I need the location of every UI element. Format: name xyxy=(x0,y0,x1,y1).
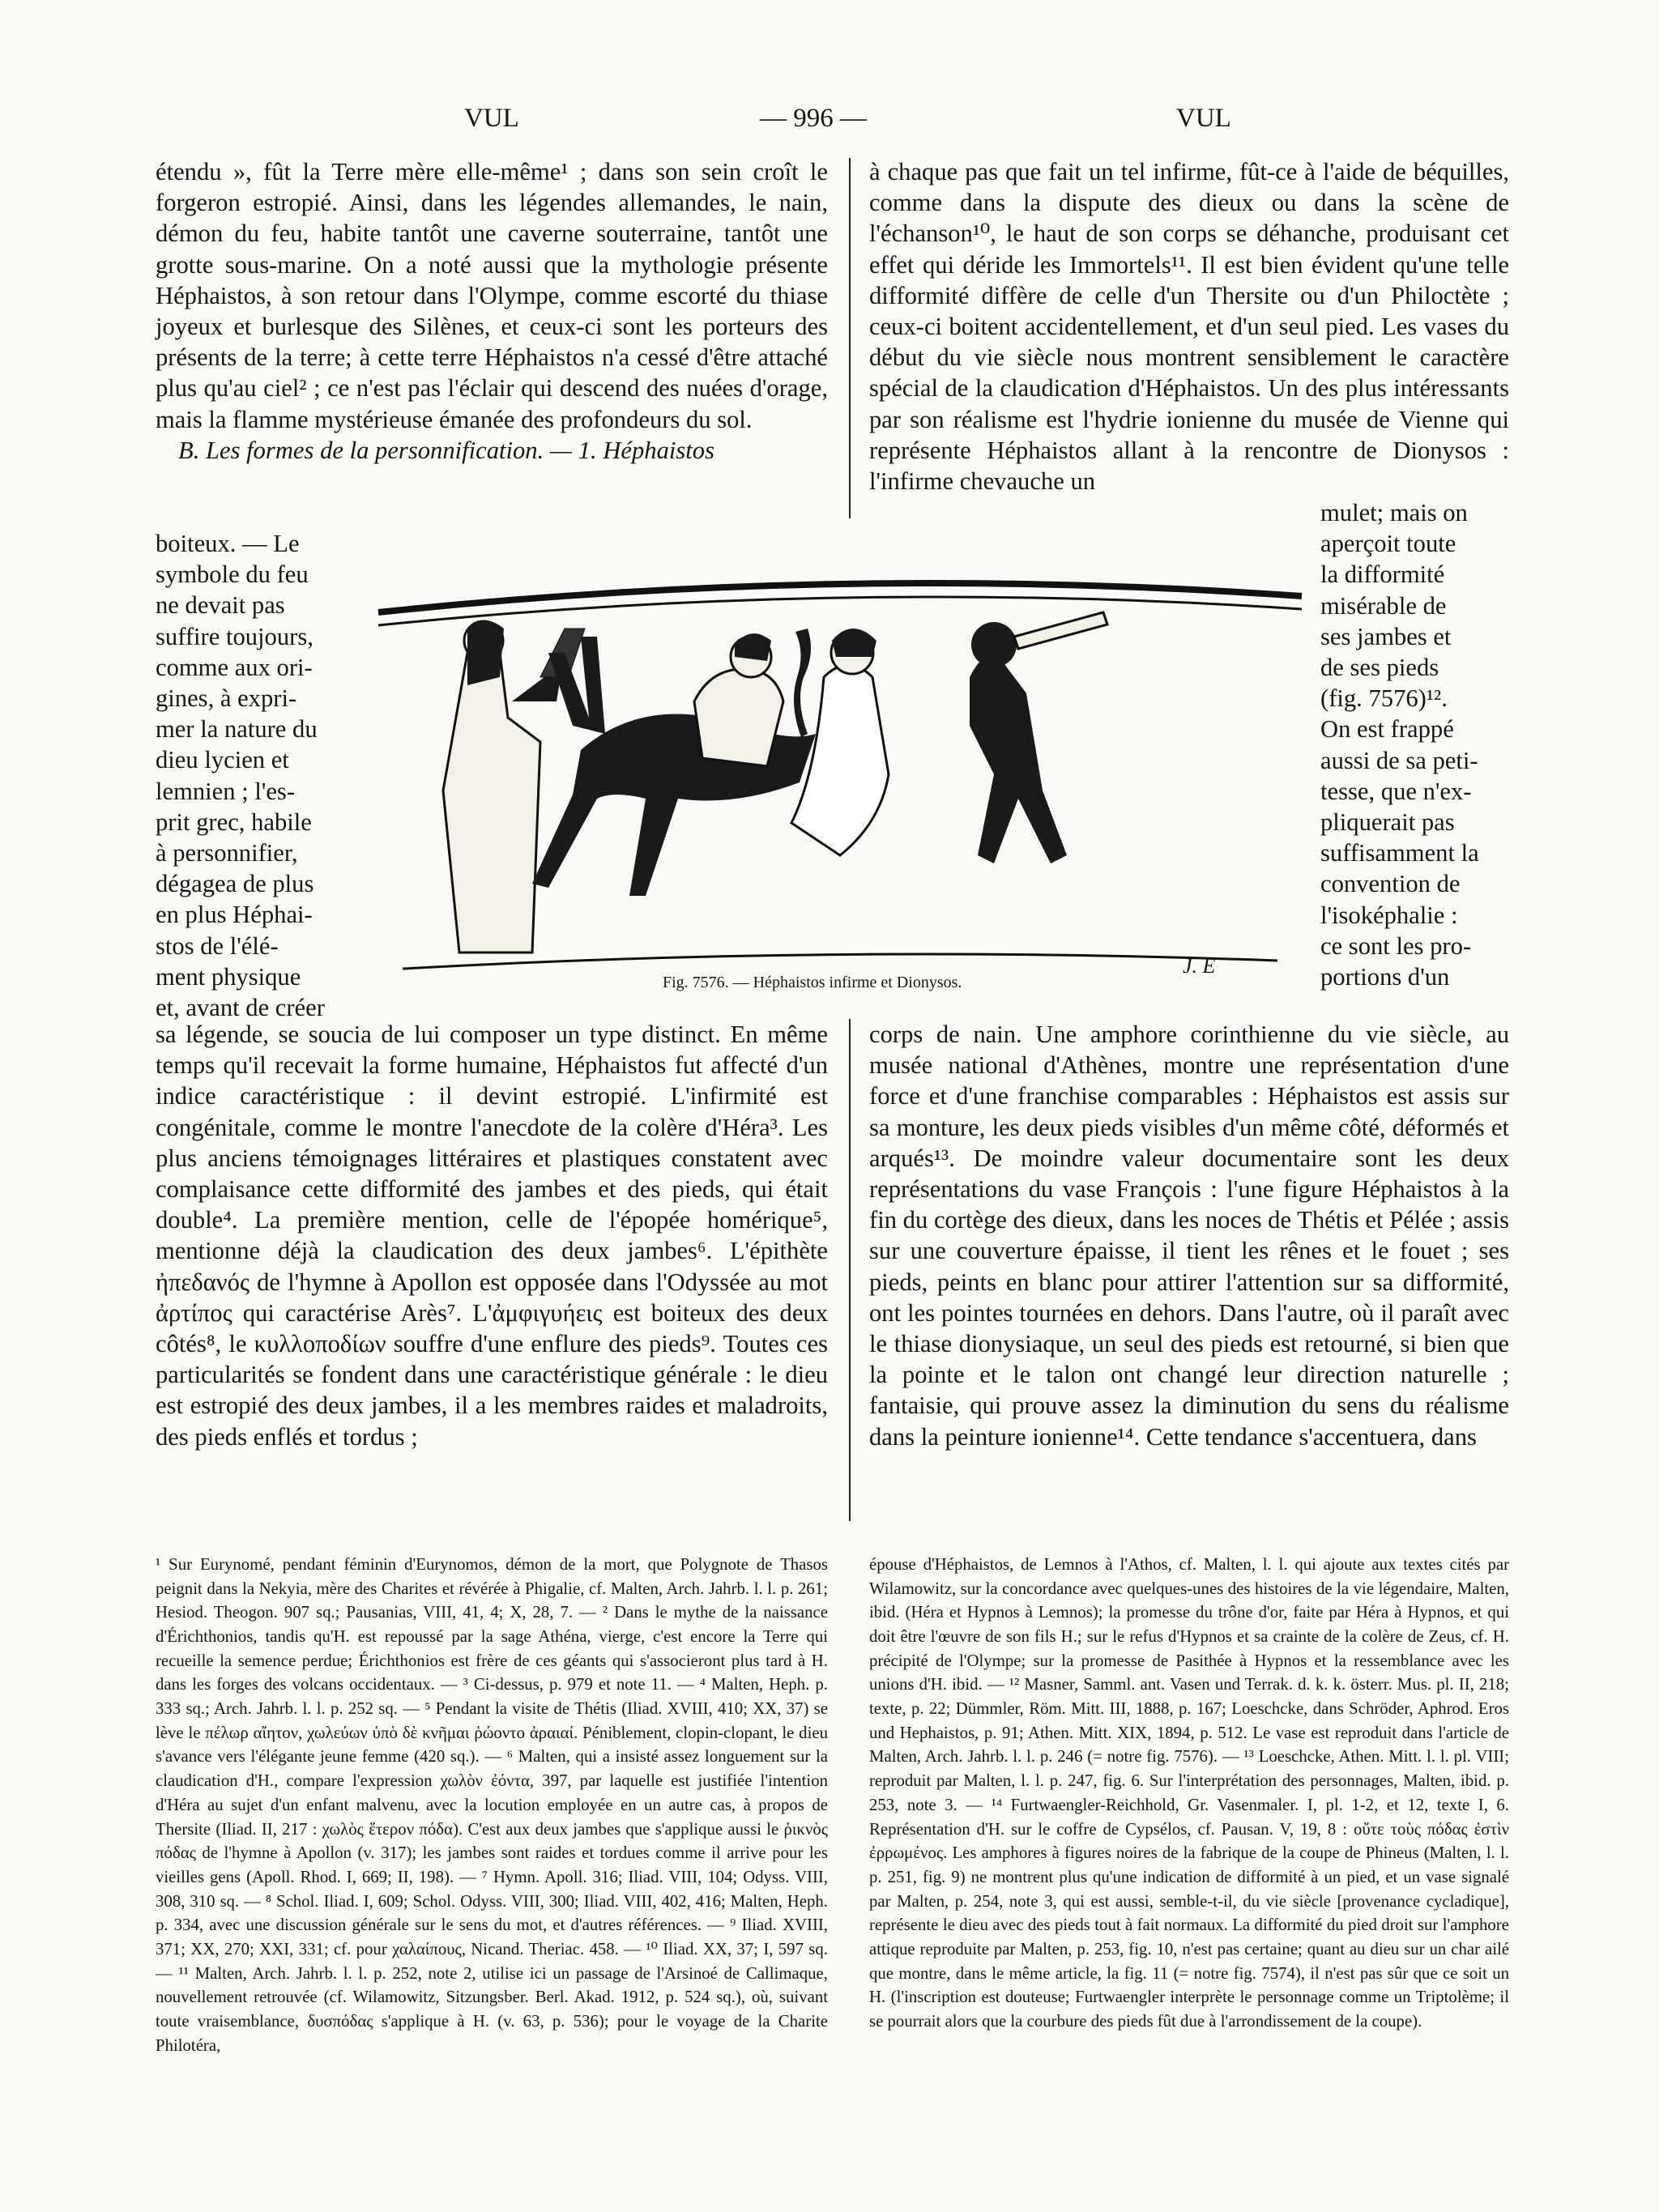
wrap-right-line: suffisamment la xyxy=(1320,839,1479,867)
wrap-right-line: ce sont les pro- xyxy=(1320,931,1472,960)
column-left-top xyxy=(156,156,828,466)
column-left-bottom xyxy=(156,1019,828,1452)
wrap-right-line: misérable de xyxy=(1320,591,1447,620)
wrap-left-line: ne devait pas xyxy=(156,591,285,620)
vase-figure-illustration xyxy=(370,564,1314,993)
wrap-left-line: suffire toujours, xyxy=(156,622,313,650)
footnotes-left xyxy=(156,1536,828,2074)
section-heading xyxy=(156,435,828,466)
wrap-right-line: mulet; mais on xyxy=(1320,499,1468,526)
footnotes-left-text: ¹ Sur Eurynomé, pendant féminin d'Eurynomos, démon de la mort, que Polygnote de Thasos peignit dans la Nekyia, mère des Charites et révérée à Phigalie, cf. Malten, Arch. Jahrb. l. l. p. 261; Hesiod. Theogon. 907 sq.; Pausanias, VIII, 41, 4; X, 28, 7. — ² Dans le mythe de la naissance d'Érichthonios, tandis qu'H. est repoussé par la sage Athéna, vierge, c'est encore la Terre qui recueille la semence perdue; Érichthonios est frère de ces géants qui s'associeront plus tard à H. dans les forges des volcans occidentaux. — ³ Ci-dessus, p. 979 et note 11. — ⁴ Malten, Heph. p. 333 sq.; Arch. Jahrb. l. l. p. 252 sq. — ⁵ Pendant la visite de Thétis (Iliad. XVIII, 410; XX, 37) se lève le πέλωρ αἴητον, χωλεύων ὑπὸ δὲ κνῆμαι ῥώοντο ἀραιαί. Péniblement, clopin-clopant, le dieu s'avance vers l'élégante jeune femme (420 sq.). — ⁶ Malten, qui a insisté assez longuement sur la claudication d'H., compare l'expression χωλὸν ἐόντα, 397, par laquelle est justifiée l'intention d'Héra au sujet d'un enfant malvenu, avec la locution employée en un autre cas, à propos de Thersite (Iliad. II, 217 : χωλὸς ἕτερον πόδα). C'est aux deux jambes que s'applique aussi le ῥικνὸς πόδας de l'hymne à Apollon (v. 317); les jambes sont raides et tordues comme il arrive pour les vieilles gens (Apoll. Rhod. I, 669; II, 198). — ⁷ Hymn. Apoll. 316; Iliad. VIII, 104; Odyss. VIII, 308, 310 sq. — ⁸ Schol. Iliad. I, 609; Schol. Odyss. VIII, 300; Iliad. VIII, 402, 416; Malten, Heph. p. 334, avec une discussion générale sur le sens du mot, et d'autres références. — ⁹ Iliad. XVIII, 371; XX, 270; XXI, 331; cf. pour χαλαίπους, Nicand. Theriac. 458. — ¹⁰ Iliad. XX, 37; I, 597 sq. — ¹¹ Malten, Arch. Jahrb. l. l. p. 252, note 2, utilise ici un passage de l'Arsinoé de Callimaque, nouvellement retrouvée (cf. Wilamowitz, Sitzungsber. Berl. Akad. 1912, p. 524 sq.), où, suivant toute vraisemblance, δυσπόδας s'applique à H. (v. 63, p. 536); pour le voyage de la Charite Philotéra, xyxy=(156,1554,828,2055)
column-rule-bottom xyxy=(849,1019,851,1521)
wrap-left-line: symbole du feu xyxy=(156,560,309,589)
wrap-right-line: ses jambes et xyxy=(1320,622,1452,650)
paragraph-chaque-pas: à chaque pas que fait un tel infirme, fût-ce à l'aide de béquilles, comme dans la dispute des dieux ou dans la scène de l'échanson¹⁰, le haut de son corps se déhanche, produisant cet effet qui déride les Immortels¹¹. Il est bien évident qu'une telle difformité diffère de celle d'un Thersite ou d'un Philoctète ; ceux-ci boitent accidentellement, et d'un seul pied. Les vases du début du vie siècle nous montrent sensiblement le caractère spécial de la claudication d'Héphaistos. Un des plus intéressants par son réalisme est l'hydrie ionienne du musée de Vienne qui représente Héphaistos allant à la rencontre de Dionysos : l'infirme chevauche un xyxy=(869,158,1509,496)
wrap-text-left xyxy=(156,528,362,1023)
wrap-right-line: pliquerait pas xyxy=(1320,808,1455,837)
wrap-left-line: mer la nature du xyxy=(156,715,318,744)
page-number: — 996 — xyxy=(760,104,867,133)
wrap-left-line: gines, à expri- xyxy=(156,684,297,713)
wrap-right-line: de ses pieds xyxy=(1320,654,1439,682)
wrap-left-line: dieu lycien et xyxy=(156,746,289,774)
paragraph-legende: sa légende, se soucia de lui composer un type distinct. En même temps qu'il recevait la forme humaine, Héphaistos fut affecté d'un indice caractéristique : il devint estropié. L'infirmité est congénitale, comme le montre l'anecdote de la colère d'Héra³. Les plus anciens témoignages littéraires et plastiques constatent avec complaisance cette difformité des jambes et des pieds, qui était double⁴. La première mention, celle de l'épopée homérique⁵, mentionne déjà la claudication des deux jambes⁶. L'épithète ἠπεδανός de l'hymne à Apollon est opposée dans l'Odyssée au mot ἀρτίπος qui caractérise Arès⁷. L'ἀμφιγυήεις est boiteux des deux côtés⁸, le κυλλοποδίων souffre d'une enflure des pieds⁹. Toutes ces particularités se fondent dans une caractéristique générale : le dieu est estropié des deux jambes, il a les membres raides et maladroits, des pieds enflés et tordus ; xyxy=(156,1021,828,1451)
wrap-left-line: boiteux. — Le xyxy=(156,530,300,557)
figure-signature: J. E xyxy=(1183,954,1216,978)
column-right-top xyxy=(869,156,1509,497)
wrap-left-line: à personnifier, xyxy=(156,839,298,867)
wrap-text-right xyxy=(1320,497,1509,992)
wrap-left-line: prit grec, habile xyxy=(156,808,312,836)
wrap-left-line: comme aux ori- xyxy=(156,653,313,681)
wrap-right-line: l'isoképhalie : xyxy=(1320,901,1458,929)
wrap-left-line: en plus Héphai- xyxy=(156,901,313,929)
wrap-right-line: portions d'un xyxy=(1320,963,1450,991)
paragraph-etendu: étendu », fût la Terre mère elle-même¹ ; dans son sein croît le forgeron estropié. Ainsi, dans les légendes allemandes, le nain, démon du feu, habite tantôt une caverne souterraine, tantôt une grotte sous-marine. On a noté aussi que la mythologie présente Héphaistos, à son retour dans l'Olympe, comme escorté du thiase joyeux et burlesque des Silènes, et ceux-ci sont les porteurs des présents de la terre; à cette terre Héphaistos n'a cessé d'être attaché plus qu'au ciel² ; ce n'est pas l'éclair qui descend des nuées d'orage, mais la flamme mystérieuse émanée des profondeurs du sol. xyxy=(156,158,828,433)
wrap-left-line: dégagea de plus xyxy=(156,870,314,898)
page-header xyxy=(0,104,1659,144)
wrap-right-line: (fig. 7576)¹². xyxy=(1320,684,1448,713)
footnotes-right-text: épouse d'Héphaistos, de Lemnos à l'Athos, cf. Malten, l. l. qui ajoute aux textes cités par Wilamowitz, sur la concordance avec quelques-unes des histoires de la vie légendaire, Malten, ibid. (Héra et Hypnos à Lemnos); la promesse du trône d'or, faite par Héra à Hypnos, et qui doit être l'œuvre de son fils H.; sur le refus d'Hypnos et sa crainte de la colère de Zeus, cf. H. précipité de l'Olympe; sur la promesse de Pasithée à Hypnos et la ressemblance avec les unions d'H. ibid. — ¹² Masner, Samml. ant. Vasen und Terrak. d. k. k. österr. Mus. pl. II, 218; texte, p. 22; Dümmler, Röm. Mitt. III, 1888, p. 167; Loeschcke, dans Schröder, Aphrod. Eros und Hephaistos, p. 91; Athen. Mitt. XIX, 1894, p. 512. Le vase est reproduit dans l'article de Malten, Arch. Jahrb. l. l. p. 246 (= notre fig. 7576). — ¹³ Loeschcke, Athen. Mitt. l. l. pl. VIII; reproduit par Malten, l. l. p. 247, fig. 6. Sur l'interprétation des personnages, Malten, ibid. p. 253, note 3. — ¹⁴ Furtwaengler-Reichhold, Gr. Vasenmaler. I, pl. 1-2, et 12, texte I, 6. Représentation d'H. sur le coffre de Cypsélos, cf. Pausan. V, 19, 8 : οὔτε τοὺς πόδας ἐστὶν ἐρρωμένος. Les amphores à figures noires de la fabrique de la coupe de Phineus (Malten, l. l. p. 251, fig. 9) ne montrent plus qu'une indication de difformité à un pied, et un vase signalé par Malten, p. 254, note 3, qui est aussi, semble-t-il, du vie siècle [provenance cycladique], représente le dieu avec des pieds tout à fait normaux. La difformité du pied droit sur l'amphore attique reproduite par Malten, p. 253, fig. 10, n'est pas certaine; quant au dieu sur un char ailé que montre, dans le même article, la fig. 11 (= notre fig. 7574), il n'est pas sûr que ce soit un H. (l'inscription est douteuse; Furtwaengler interprète le personnage comme un Triptolème; il se pourrait alors que la courbure des pieds fût due à l'arrondissement de la coupe). xyxy=(869,1554,1509,2031)
column-rule-top xyxy=(849,158,851,518)
wrap-right-line: On est frappé xyxy=(1320,715,1454,744)
wrap-right-line: la difformité xyxy=(1320,560,1445,589)
figure-caption: Fig. 7576. — Héphaistos infirme et Dionysos. xyxy=(663,974,962,991)
wrap-right-line: aperçoit toute xyxy=(1320,530,1456,558)
wrap-left-line: lemnien ; l'es- xyxy=(156,777,296,805)
wrap-right-line: aussi de sa peti- xyxy=(1320,746,1478,774)
section-heading-text: B. Les formes de la personnification. — 1. Héphaistos xyxy=(178,436,714,464)
footnotes-right xyxy=(869,1536,1509,2051)
wrap-right-line: convention de xyxy=(1320,870,1461,898)
paragraph-corps-de-nain: corps de nain. Une amphore corinthienne du vie siècle, au musée national d'Athènes, montre une représentation d'une force et d'une franchise comparables : Héphaistos est assis sur sa monture, les deux pieds visibles d'un même côté, déformés et arqués¹³. De moindre valeur documentaire sont les deux représentations du vase François : l'une figure Héphaistos à la fin du cortège des dieux, dans les noces de Thétis et Pélée ; assis sur une couverture épaisse, il tient les rênes et le fouet ; ses pieds, peints en blanc pour attirer l'attention sur sa difformité, ont les pointes tournées en dehors. Dans l'autre, où il paraît avec le thiase dionysiaque, un seul des pieds est retourné, si bien que la pointe et le talon ont changé leur direction naturelle ; fantaisie, qui prouve assez la diminution du sens du réalisme dans la peinture ionienne¹⁴. Cette tendance s'accentuera, dans xyxy=(869,1021,1509,1451)
column-right-bottom xyxy=(869,1019,1509,1452)
header-left: VUL xyxy=(464,104,519,133)
wrap-left-line: ment physique xyxy=(156,962,301,991)
wrap-right-line: tesse, que n'ex- xyxy=(1320,777,1472,805)
wrap-left-line: stos de l'élé- xyxy=(156,931,279,960)
header-right: VUL xyxy=(1176,104,1231,133)
wrap-left-line: et, avant de créer xyxy=(156,994,325,1022)
